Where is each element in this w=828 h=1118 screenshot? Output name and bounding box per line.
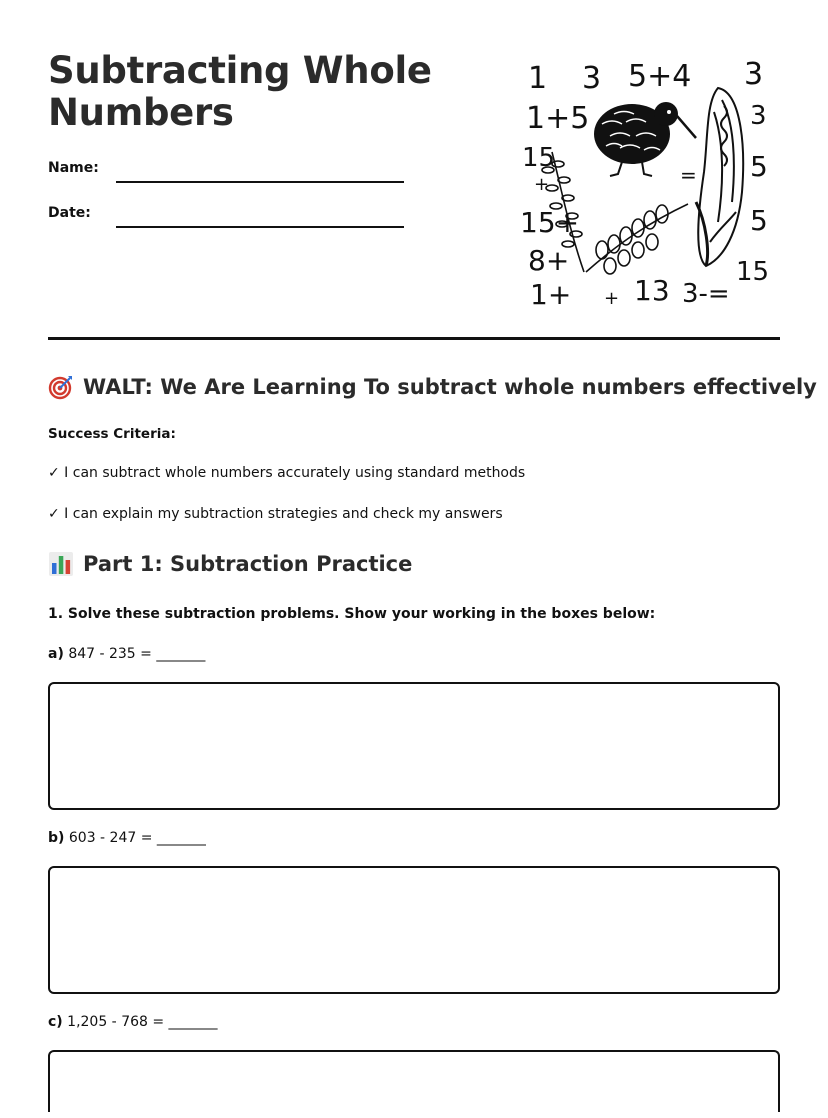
working-box-b[interactable]: [48, 866, 780, 994]
illus-number: 15+: [520, 206, 580, 239]
illus-number: 3-=: [682, 279, 730, 309]
problem-text: 847 - 235 = _______: [68, 646, 206, 662]
walt-heading-text: WALT: We Are Learning To subtract whole numbers effectively: [83, 375, 817, 399]
problem-label: b): [48, 830, 65, 846]
illus-number: 3: [744, 57, 764, 92]
header-divider: [48, 337, 780, 340]
problem-c: [48, 1014, 218, 1030]
illus-number: 8+: [528, 244, 570, 277]
problem-label: c): [48, 1014, 63, 1030]
problem-text: 603 - 247 = _______: [68, 830, 206, 846]
illus-number: +: [604, 288, 620, 309]
name-label: Name:: [48, 160, 99, 176]
date-field[interactable]: [116, 226, 404, 228]
problem-a: [48, 646, 205, 662]
working-box-c[interactable]: [48, 1050, 780, 1112]
kiwi-fern-numbers-illustration: [510, 52, 780, 312]
illus-number: 3: [582, 61, 602, 96]
illus-number: =: [680, 163, 697, 187]
part1-heading: [48, 551, 412, 577]
carving-icon: [696, 88, 743, 266]
illus-number: 15: [522, 143, 556, 173]
illus-number: 5: [750, 150, 768, 183]
date-label: Date:: [48, 205, 91, 221]
question-instruction: 1. Solve these subtraction problems. Show your working in the boxes below:: [48, 606, 656, 622]
illus-number: 1: [528, 61, 548, 96]
illus-number: 1+5: [526, 101, 590, 136]
criteria-item: ✓ I can subtract whole numbers accurately using standard methods: [48, 465, 526, 481]
problem-text: 1,205 - 768 = _______: [67, 1014, 218, 1030]
problem-label: a): [48, 646, 64, 662]
walt-heading: [48, 374, 817, 400]
name-field[interactable]: [116, 181, 404, 183]
illus-number: +: [534, 174, 550, 195]
illus-number: 13: [634, 274, 670, 307]
part1-heading-text: Part 1: Subtraction Practice: [83, 552, 413, 576]
worksheet-title: Subtracting Whole Numbers: [48, 49, 432, 134]
illus-number: 15: [736, 257, 770, 287]
illus-number: 5: [750, 204, 768, 237]
criteria-item: ✓ I can explain my subtraction strategies and check my answers: [48, 506, 503, 522]
illus-number: 3: [750, 101, 767, 131]
illus-number: 1+: [530, 278, 572, 311]
bar-chart-icon: [48, 551, 74, 577]
illus-number: 5+4: [628, 59, 692, 94]
target-icon: [48, 374, 74, 400]
problem-b: [48, 830, 206, 846]
success-criteria-title: Success Criteria:: [48, 426, 176, 442]
working-box-a[interactable]: [48, 682, 780, 810]
